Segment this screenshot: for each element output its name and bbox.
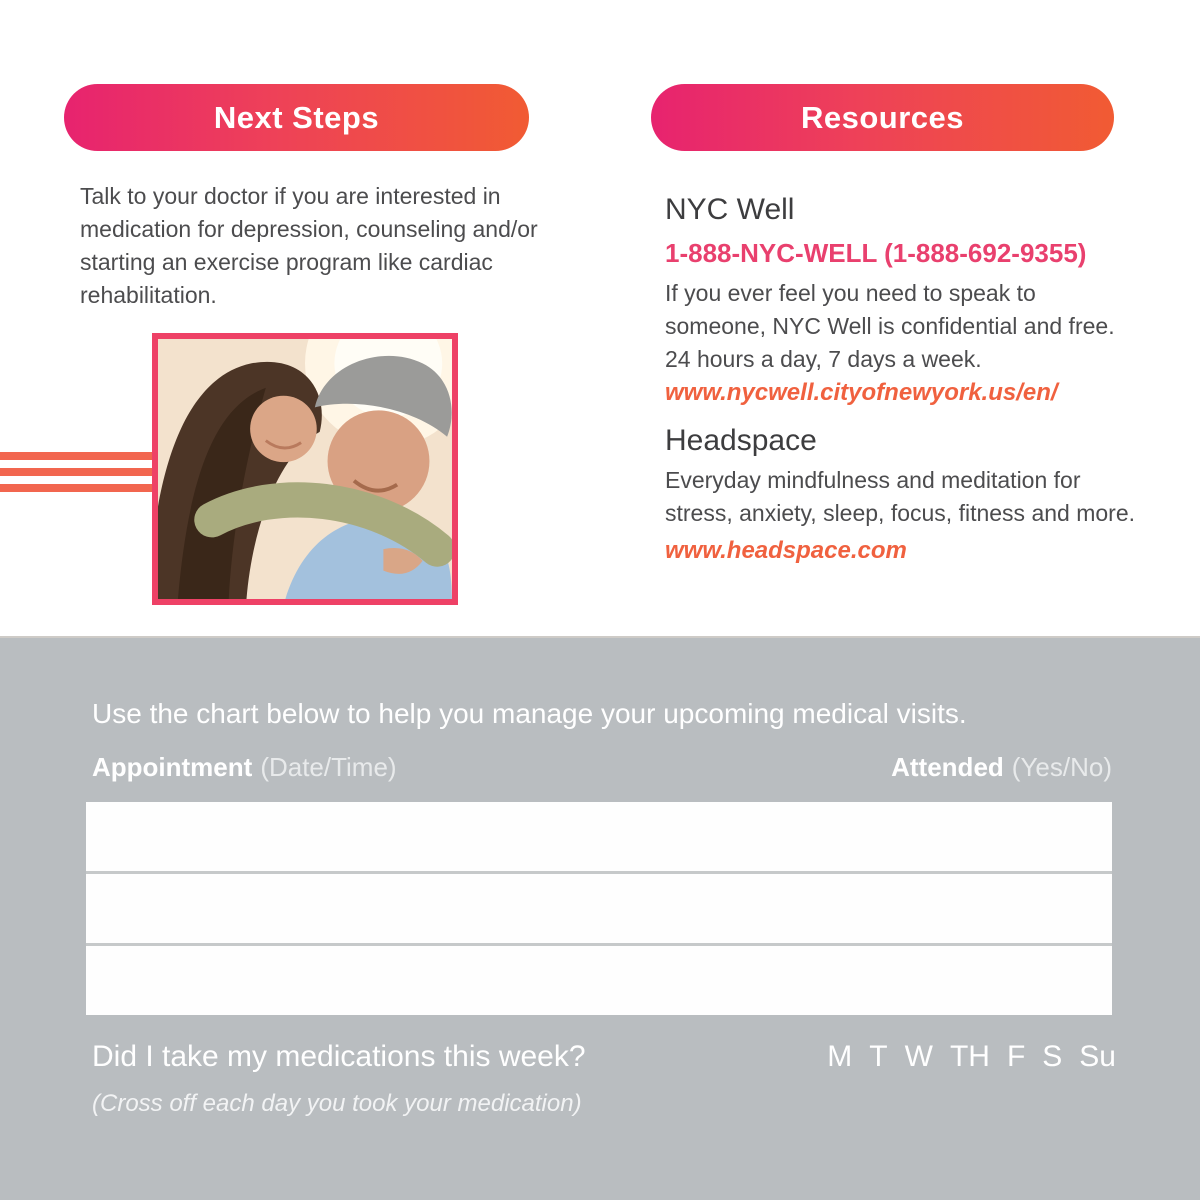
couple-photo-illustration <box>158 339 452 599</box>
next-steps-body: Talk to your doctor if you are interested in medication for depression, counseling and/or starting an exercise program like cardiac rehabilitation. <box>80 183 538 308</box>
attended-label: Attended <box>891 752 1004 782</box>
day-tuesday[interactable]: T <box>869 1040 888 1073</box>
accent-stripe <box>0 484 152 492</box>
medical-visits-tracker <box>0 636 1200 1200</box>
appointment-row[interactable] <box>86 946 1112 1015</box>
nyc-well-description: If you ever feel you need to speak to someone, NYC Well is confidential and free. 24 hours a day, 7 days a week. <box>665 280 1115 372</box>
couple-photo <box>152 333 458 605</box>
nyc-well-phone[interactable]: 1-888-NYC-WELL (1-888-692-9355) <box>665 238 1087 268</box>
day-friday[interactable]: F <box>1006 1040 1026 1073</box>
next-steps-header <box>64 84 529 151</box>
day-wednesday[interactable]: W <box>904 1040 933 1073</box>
headspace-description: Everyday mindfulness and meditation for stress, anxiety, sleep, focus, fitness and more. <box>665 467 1136 526</box>
appointment-row[interactable] <box>86 802 1112 874</box>
appointment-row[interactable] <box>86 874 1112 946</box>
resources-title: Resources <box>800 99 965 135</box>
day-sunday[interactable]: Su <box>1079 1040 1116 1073</box>
day-saturday[interactable]: S <box>1042 1040 1063 1073</box>
medications-question: Did I take my medications this week? <box>92 1040 586 1073</box>
headspace-link[interactable]: www.headspace.com <box>665 537 907 564</box>
attended-hint: (Yes/No) <box>1011 752 1112 782</box>
next-steps-title: Next Steps <box>213 99 380 135</box>
nyc-well-link[interactable]: www.nycwell.cityofnewyork.us/en/ <box>665 379 1058 406</box>
accent-stripe <box>0 452 152 460</box>
day-thursday[interactable]: TH <box>949 1040 990 1073</box>
resource-name-nyc-well: NYC Well <box>665 193 795 226</box>
appointment-column-header <box>92 752 397 783</box>
medication-note: (Cross off each day you took your medication) <box>92 1090 582 1117</box>
resource-name-headspace: Headspace <box>665 424 817 457</box>
medication-day-row <box>827 1040 1116 1074</box>
day-monday[interactable]: M <box>827 1040 853 1073</box>
resources-header <box>651 84 1114 151</box>
accent-stripe <box>0 468 152 476</box>
appointment-table <box>86 802 1112 1015</box>
appointment-hint: (Date/Time) <box>260 752 397 782</box>
appointment-label: Appointment <box>92 752 253 782</box>
attended-column-header <box>891 752 1112 783</box>
tracker-intro: Use the chart below to help you manage your upcoming medical visits. <box>92 698 967 729</box>
